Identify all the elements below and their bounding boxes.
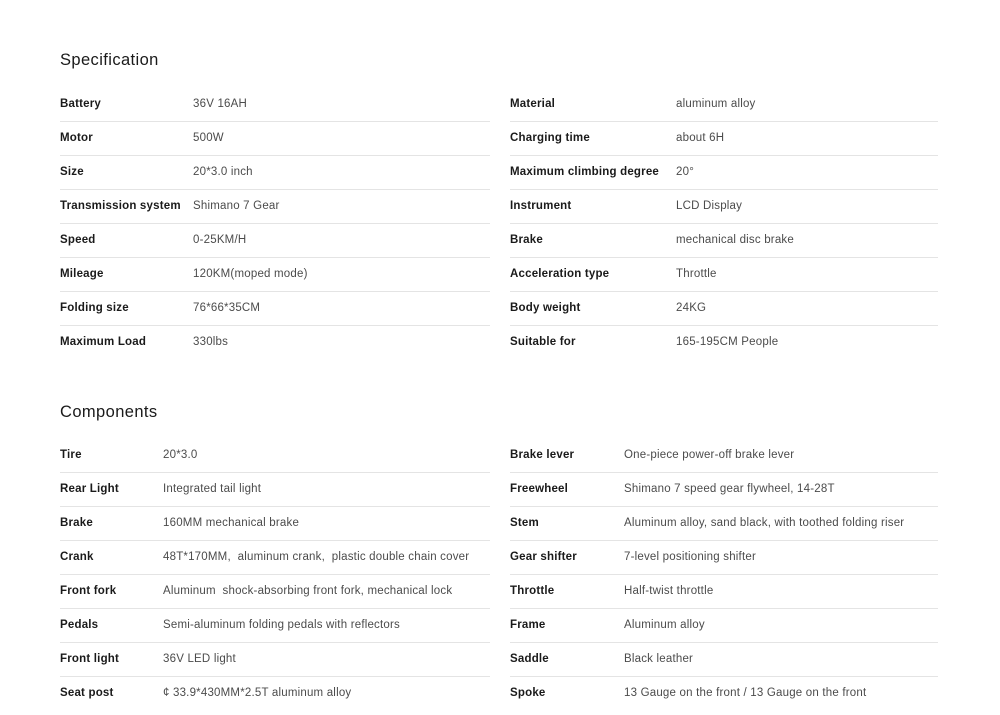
components-row-right-3: [510, 541, 938, 575]
row-value: 500W: [193, 132, 224, 144]
row-value: One-piece power-off brake lever: [624, 449, 795, 461]
row-value: Aluminum shock-absorbing front fork, mechanical lock: [163, 585, 453, 597]
row-label: Body weight: [510, 302, 581, 314]
row-value: 0-25KM/H: [193, 234, 247, 246]
row-label: Saddle: [510, 653, 549, 665]
row-value: Aluminum alloy: [624, 619, 705, 631]
components-row-left-1: [60, 473, 490, 507]
row-value: Black leather: [624, 653, 694, 665]
specification-row-left-2: [60, 156, 490, 190]
row-value: 160MM mechanical brake: [163, 517, 300, 529]
row-label: Front fork: [60, 585, 117, 597]
row-value: Throttle: [676, 268, 717, 280]
specification-row-left-6: [60, 292, 490, 326]
row-label: Stem: [510, 517, 539, 529]
row-label: Transmission system: [60, 200, 181, 212]
row-value: about 6H: [676, 132, 725, 144]
row-label: Front light: [60, 653, 120, 665]
row-value: 120KM(moped mode): [193, 268, 308, 280]
row-label: Material: [510, 98, 556, 110]
components-row-right-2: [510, 507, 938, 541]
specification-column-right: [510, 98, 938, 359]
row-value: Shimano 7 Gear: [193, 200, 280, 212]
section-components: [60, 404, 938, 710]
row-label: Brake: [60, 517, 93, 529]
components-column-left: [60, 449, 490, 710]
row-label: Tire: [60, 449, 82, 461]
row-value: Semi-aluminum folding pedals with reflectors: [163, 619, 400, 631]
row-label: Size: [60, 166, 84, 178]
row-value: Half-twist throttle: [624, 585, 714, 597]
row-label: Brake: [510, 234, 543, 246]
components-row-left-5: [60, 609, 490, 643]
components-row-right-0: [510, 449, 938, 473]
specification-row-right-5: [510, 258, 938, 292]
row-label: Freewheel: [510, 483, 569, 495]
row-label: Maximum climbing degree: [510, 166, 660, 178]
row-label: Pedals: [60, 619, 99, 631]
specification-row-right-6: [510, 292, 938, 326]
row-value: Integrated tail light: [163, 483, 262, 495]
specification-row-right-4: [510, 224, 938, 258]
row-label: Mileage: [60, 268, 104, 280]
row-label: Rear Light: [60, 483, 119, 495]
row-value: 7-level positioning shifter: [624, 551, 756, 563]
row-label: Frame: [510, 619, 546, 631]
row-label: Folding size: [60, 302, 129, 314]
specification-row-left-0: [60, 98, 490, 122]
specification-grid: [60, 98, 938, 359]
row-value: 76*66*35CM: [193, 302, 261, 314]
components-row-left-4: [60, 575, 490, 609]
row-value: 13 Gauge on the front / 13 Gauge on the front: [624, 687, 867, 699]
components-row-left-6: [60, 643, 490, 677]
row-value: 20*3.0: [163, 449, 198, 461]
row-value: 36V 16AH: [193, 98, 248, 110]
row-value: 48T*170MM, aluminum crank, plastic double chain cover: [163, 551, 470, 563]
row-value: 165-195CM People: [676, 336, 779, 348]
components-row-right-4: [510, 575, 938, 609]
specification-row-left-3: [60, 190, 490, 224]
components-row-left-3: [60, 541, 490, 575]
components-title: Components: [60, 403, 158, 421]
components-column-right: [510, 449, 938, 710]
row-label: Seat post: [60, 687, 114, 699]
specification-row-right-7: [510, 326, 938, 359]
specification-row-right-2: [510, 156, 938, 190]
row-value: aluminum alloy: [676, 98, 756, 110]
specification-row-right-1: [510, 122, 938, 156]
specification-column-left: [60, 98, 490, 359]
row-label: Suitable for: [510, 336, 576, 348]
row-label: Maximum Load: [60, 336, 147, 348]
row-value: 24KG: [676, 302, 707, 314]
row-label: Throttle: [510, 585, 555, 597]
specification-title: Specification: [60, 51, 159, 69]
row-label: Brake lever: [510, 449, 575, 461]
specification-row-left-4: [60, 224, 490, 258]
row-label: Battery: [60, 98, 102, 110]
row-label: Motor: [60, 132, 93, 144]
row-label: Gear shifter: [510, 551, 577, 563]
row-value: mechanical disc brake: [676, 234, 794, 246]
specification-row-right-3: [510, 190, 938, 224]
row-label: Instrument: [510, 200, 572, 212]
components-row-left-2: [60, 507, 490, 541]
row-value: 20°: [676, 166, 694, 178]
section-specification: [60, 52, 938, 359]
row-value: 330lbs: [193, 336, 229, 348]
components-row-left-0: [60, 449, 490, 473]
specification-row-left-7: [60, 326, 490, 359]
row-value: LCD Display: [676, 200, 743, 212]
row-value: ¢ 33.9*430MM*2.5T aluminum alloy: [163, 687, 352, 699]
row-value: Aluminum alloy, sand black, with toothed folding riser: [624, 517, 905, 529]
row-value: Shimano 7 speed gear flywheel, 14-28T: [624, 483, 835, 495]
row-label: Speed: [60, 234, 96, 246]
row-label: Charging time: [510, 132, 590, 144]
components-row-left-7: [60, 677, 490, 710]
components-row-right-1: [510, 473, 938, 507]
row-label: Acceleration type: [510, 268, 610, 280]
row-value: 36V LED light: [163, 653, 236, 665]
specification-row-left-1: [60, 122, 490, 156]
specification-row-left-5: [60, 258, 490, 292]
row-value: 20*3.0 inch: [193, 166, 253, 178]
specification-row-right-0: [510, 98, 938, 122]
components-row-right-6: [510, 643, 938, 677]
components-grid: [60, 449, 938, 710]
components-row-right-7: [510, 677, 938, 710]
components-row-right-5: [510, 609, 938, 643]
row-label: Crank: [60, 551, 94, 563]
row-label: Spoke: [510, 687, 546, 699]
